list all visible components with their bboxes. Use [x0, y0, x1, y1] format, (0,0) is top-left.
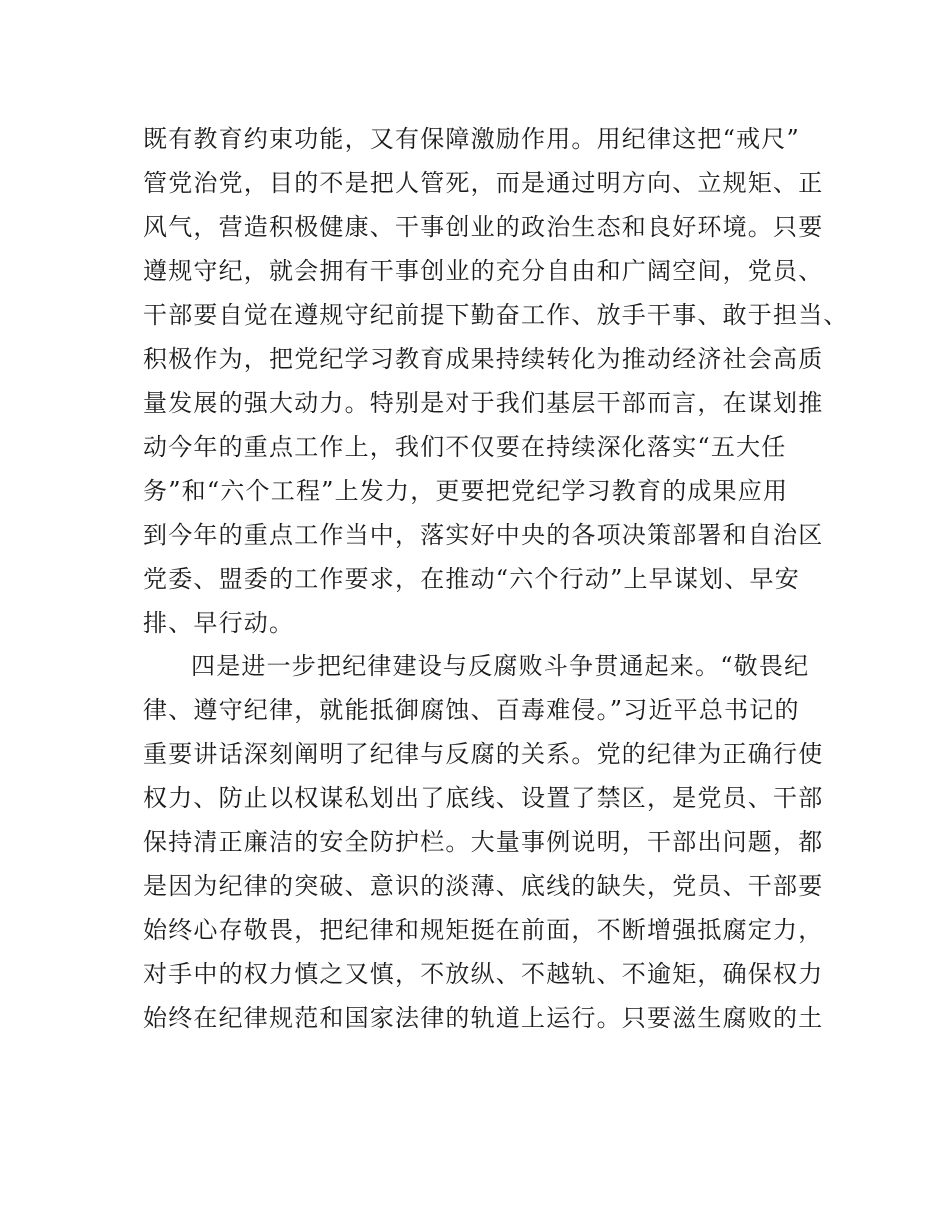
text-line: 律、遵守纪律，就能抵御腐蚀、百毒难侵。”习近平总书记的: [143, 696, 800, 724]
text-line: 动今年的重点工作上，我们不仅要在持续深化落实“五大任: [143, 433, 787, 461]
text-line: 务”和“六个工程”上发力，更要把党纪学习教育的成果应用: [143, 477, 789, 505]
text-line: 始终心存敬畏，把纪律和规矩挺在前面，不断增强抵腐定力，: [143, 916, 824, 944]
text-line: 积极作为，把党纪学习教育成果持续转化为推动经济社会高质: [143, 345, 824, 373]
text-line: 权力、防止以权谋私划出了底线、设置了禁区，是党员、干部: [143, 784, 824, 812]
text-line: 始终在纪律规范和国家法律的轨道上运行。只要滋生腐败的土: [143, 1004, 824, 1032]
text-line: 党委、盟委的工作要求，在推动“六个行动”上早谋划、早安: [143, 565, 800, 593]
paragraph-discipline-role: [143, 117, 849, 645]
text-line: 重要讲话深刻阐明了纪律与反腐的关系。党的纪律为正确行使: [143, 740, 824, 768]
paragraph-anti-corruption: [143, 644, 843, 1040]
text-line: 是因为纪律的突破、意识的淡薄、底线的缺失，党员、干部要: [143, 872, 824, 900]
text-line-first-indented: 四是进一步把纪律建设与反腐败斗争贯通起来。“敬畏纪: [191, 652, 810, 680]
text-line: 保持清正廉洁的安全防护栏。大量事例说明，干部出问题，都: [143, 828, 824, 856]
text-line: 对手中的权力慎之又慎，不放纵、不越轨、不逾矩，确保权力: [143, 960, 824, 988]
text-line: 干部要自觉在遵规守纪前提下勤奋工作、放手干事、敢于担当、: [143, 301, 849, 329]
text-line: 管党治党，目的不是把人管死，而是通过明方向、立规矩、正: [143, 169, 824, 197]
text-line: 既有教育约束功能，又有保障激励作用。用纪律这把“戒尺”: [143, 125, 800, 153]
text-line: 排、早行动。: [143, 609, 295, 637]
text-line: 到今年的重点工作当中，落实好中央的各项决策部署和自治区: [143, 521, 824, 549]
text-line: 遵规守纪，就会拥有干事创业的充分自由和广阔空间，党员、: [143, 257, 824, 285]
text-line: 风气，营造积极健康、干事创业的政治生态和良好环境。只要: [143, 213, 824, 241]
text-line: 量发展的强大动力。特别是对于我们基层干部而言，在谋划推: [143, 389, 824, 417]
